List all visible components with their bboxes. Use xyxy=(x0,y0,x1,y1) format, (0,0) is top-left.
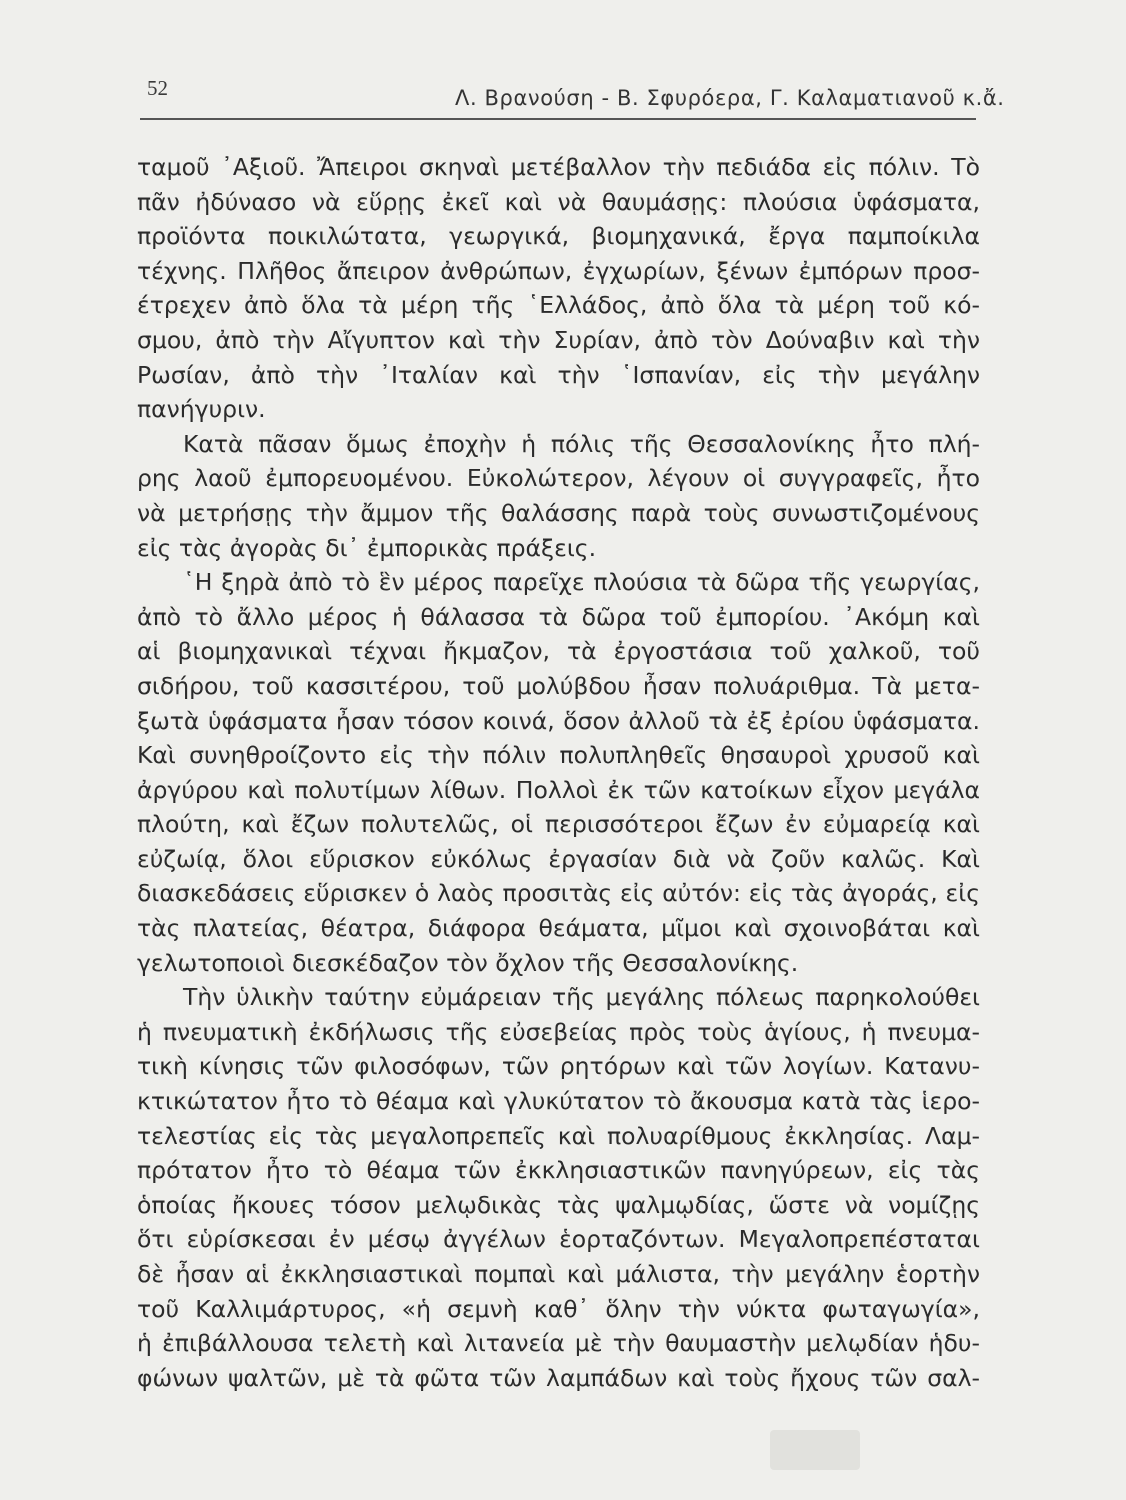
text-line: ρης λαοῦ ἐμπορευομένου. Εὐκολώτερον, λέγουν οἱ συγγραφεῖς, ἦτο xyxy=(137,464,980,493)
text-line: ῾Η ξηρὰ ἀπὸ τὸ ἓν μέρος παρεῖχε πλούσια τὰ δῶρα τῆς γεωργίας, xyxy=(183,568,980,597)
text-line: ἀργύρου καὶ πολυτίμων λίθων. Πολλοὶ ἐκ τῶν κατοίκων εἶχον μεγάλα xyxy=(137,775,980,804)
text-line: Κατὰ πᾶσαν ὅμως ἐποχὴν ἡ πόλις τῆς Θεσσαλονίκης ἦτο πλή- xyxy=(183,429,980,458)
text-line: πανήγυριν. xyxy=(137,395,266,424)
text-line: γελωτοποιοὶ διεσκέδαζον τὸν ὄχλον τῆς Θεσσαλονίκης. xyxy=(137,948,799,977)
text-line: τὰς πλατείας, θέατρα, διάφορα θεάματα, μῖμοι καὶ σχοινοβάται καὶ xyxy=(137,914,980,943)
text-line: φώνων ψαλτῶν, μὲ τὰ φῶτα τῶν λαμπάδων καὶ τοὺς ἤχους τῶν σαλ- xyxy=(137,1363,980,1392)
text-line: ὁποίας ἤκουες τόσον μελῳδικὰς τὰς ψαλμῳδίας, ὥστε νὰ νομίζῃς xyxy=(137,1190,980,1219)
text-line: ἡ ἐπιβάλλουσα τελετὴ καὶ λιτανεία μὲ τὴν θαυμαστὴν μελῳδίαν ἡδυ- xyxy=(137,1329,980,1358)
text-line: σμου, ἀπὸ τὴν Αἴγυπτον καὶ τὴν Συρίαν, ἀπὸ τὸν Δούναβιν καὶ τὴν xyxy=(137,325,980,354)
text-line: ὅτι εὑρίσκεσαι ἐν μέσῳ ἀγγέλων ἑορταζόντων. Μεγαλοπρεπέσταται xyxy=(137,1225,980,1254)
text-line: Ρωσίαν, ἀπὸ τὴν ᾿Ιταλίαν καὶ τὴν ῾Ισπανίαν, εἰς τὴν μεγάλην xyxy=(137,360,980,389)
text-line: έτρεχεν ἀπὸ ὅλα τὰ μέρη τῆς ῾Ελλάδος, ἀπὸ ὅλα τὰ μέρη τοῦ κό- xyxy=(137,291,980,320)
text-line: προϊόντα ποικιλώτατα, γεωργικά, βιομηχανικά, ἔργα παμποίκιλα xyxy=(137,222,980,251)
text-line: δὲ ἦσαν αἱ ἐκκλησιαστικαὶ πομπαὶ καὶ μάλιστα, τὴν μεγάλην ἑορτὴν xyxy=(137,1260,980,1288)
text-line: εὐζωίᾳ, ὅλοι εὕρισκον εὐκόλως ἐργασίαν διὰ νὰ ζοῦν καλῶς. Καὶ xyxy=(137,844,980,873)
text-line: σιδήρου, τοῦ κασσιτέρου, τοῦ μολύβδου ἦσαν πολυάριθμα. Τὰ μετα- xyxy=(137,671,980,700)
text-line: ἡ πνευματικὴ ἐκδήλωσις τῆς εὐσεβείας πρὸς τοὺς ἁγίους, ἡ πνευμα- xyxy=(137,1017,980,1046)
text-line: τελεστίας εἰς τὰς μεγαλοπρεπεῖς καὶ πολυαρίθμους ἐκκλησίας. Λαμ- xyxy=(137,1121,980,1150)
scan-smudge xyxy=(770,1430,860,1470)
text-line: πλούτη, καὶ ἔζων πολυτελῶς, οἱ περισσότεροι ἔζων ἐν εὐμαρείᾳ καὶ xyxy=(137,810,980,839)
text-line: εἰς τὰς ἀγορὰς δι᾿ ἐμπορικὰς πράξεις. xyxy=(137,533,597,562)
text-line: ξωτὰ ὑφάσματα ἦσαν τόσον κοινά, ὅσον ἀλλοῦ τὰ ἐξ ἐρίου ὑφάσματα. xyxy=(137,706,980,735)
text-line: πᾶν ἠδύνασο νὰ εὕρῃς ἐκεῖ καὶ νὰ θαυμάσῃς: πλούσια ὑφάσματα, xyxy=(137,187,980,216)
text-line: ταμοῦ ᾿Αξιοῦ. Ἄπειροι σκηναὶ μετέβαλλον τὴν πεδιάδα εἰς πόλιν. Τὸ xyxy=(137,153,980,181)
text-line: διασκεδάσεις εὕρισκεν ὁ λαὸς προσιτὰς εἰς αὐτόν: εἰς τὰς ἀγοράς, εἰς xyxy=(137,879,980,908)
text-line: πρότατον ἦτο τὸ θέαμα τῶν ἐκκλησιαστικῶν πανηγύρεων, εἰς τὰς xyxy=(137,1156,980,1185)
text-line: αἱ βιομηχανικαὶ τέχναι ἤκμαζον, τὰ ἐργοστάσια τοῦ χαλκοῦ, τοῦ xyxy=(137,637,980,666)
page-number: 52 xyxy=(147,76,168,100)
text-line: Τὴν ὑλικὴν ταύτην εὐμάρειαν τῆς μεγάλης πόλεως παρηκολούθει xyxy=(183,983,980,1012)
text-line: τικὴ κίνησις τῶν φιλοσόφων, τῶν ρητόρων καὶ τῶν λογίων. Κατανυ- xyxy=(137,1052,980,1081)
body-text xyxy=(137,150,980,1395)
text-line: τοῦ Καλλιμάρτυρος, «ἡ σεμνὴ καθ᾿ ὅλην τὴν νύκτα φωταγωγία», xyxy=(137,1294,980,1323)
header-rule xyxy=(140,118,976,120)
text-line: νὰ μετρήσῃς τὴν ἄμμον τῆς θαλάσσης παρὰ τοὺς συνωστιζομένους xyxy=(137,498,980,527)
text-line: Καὶ συνηθροίζοντο εἰς τὴν πόλιν πολυπληθεῖς θησαυροὶ χρυσοῦ καὶ xyxy=(137,741,980,770)
text-line: τέχνης. Πλῆθος ἄπειρον ἀνθρώπων, ἐγχωρίων, ξένων ἐμπόρων προσ- xyxy=(137,256,980,285)
text-line: κτικώτατον ἦτο τὸ θέαμα καὶ γλυκύτατον τὸ ἄκουσμα κατὰ τὰς ἱερο- xyxy=(137,1087,980,1116)
running-head: Λ. Βρανούση - Β. Σφυρόερα, Γ. Καλαματιανοῦ κ.ἄ. xyxy=(455,86,1005,110)
text-line: ἀπὸ τὸ ἄλλο μέρος ἡ θάλασσα τὰ δῶρα τοῦ ἐμπορίου. ᾿Ακόμη καὶ xyxy=(137,602,980,631)
